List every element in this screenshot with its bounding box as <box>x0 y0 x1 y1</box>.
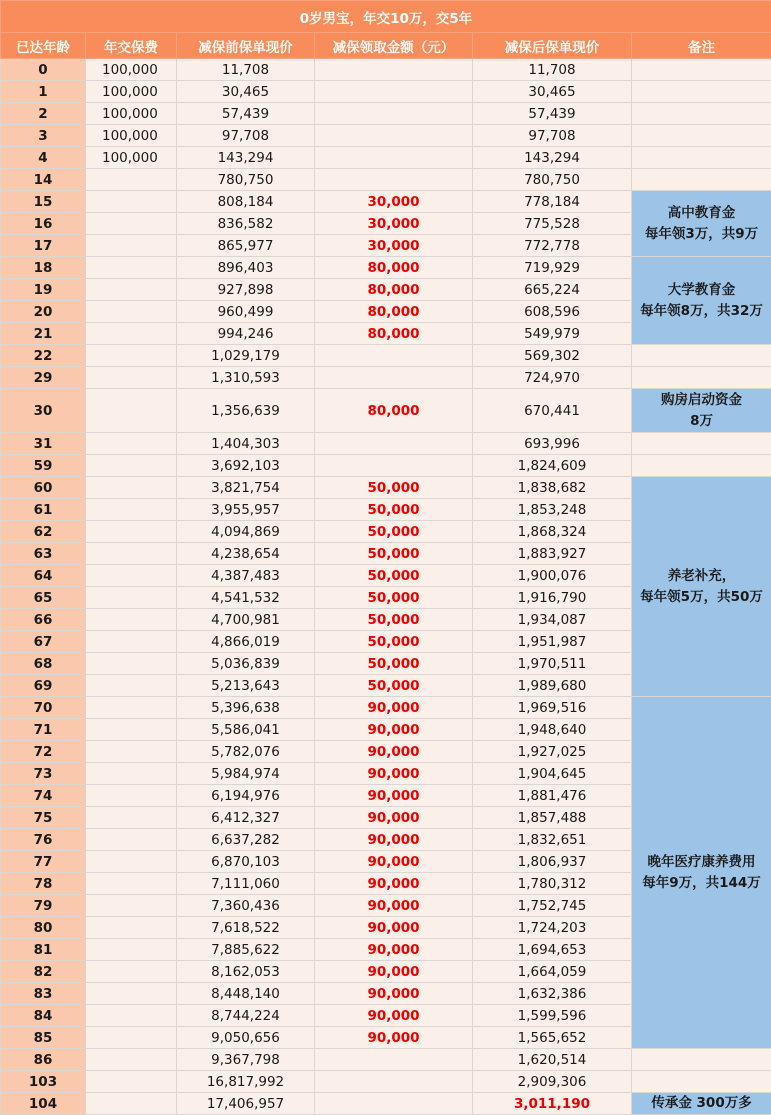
value-after-cell: 1,934,087 <box>473 609 632 631</box>
value-after-cell: 1,881,476 <box>473 785 632 807</box>
table-row <box>1 169 771 191</box>
table-row <box>1 59 771 81</box>
age-cell: 20 <box>1 301 86 323</box>
value-after-cell: 1,853,248 <box>473 499 632 521</box>
age-cell: 17 <box>1 235 86 257</box>
age-cell: 69 <box>1 675 86 697</box>
value-before-cell: 8,744,224 <box>177 1005 315 1027</box>
withdrawal-cell <box>315 1071 473 1093</box>
note-cell <box>632 191 771 257</box>
annual-premium-cell <box>86 697 177 719</box>
withdrawal-cell: 90,000 <box>315 961 473 983</box>
note-line: 每年领5万，共50万 <box>632 587 771 608</box>
value-before-cell: 3,821,754 <box>177 477 315 499</box>
withdrawal-cell: 90,000 <box>315 785 473 807</box>
age-cell: 31 <box>1 433 86 455</box>
note-line: 每年领8万，共32万 <box>632 301 771 322</box>
value-before-cell: 3,692,103 <box>177 455 315 477</box>
value-before-cell: 1,029,179 <box>177 345 315 367</box>
withdrawal-cell: 30,000 <box>315 213 473 235</box>
value-after-cell: 1,948,640 <box>473 719 632 741</box>
age-cell: 16 <box>1 213 86 235</box>
value-after-cell: 1,904,645 <box>473 763 632 785</box>
age-cell: 64 <box>1 565 86 587</box>
withdrawal-cell: 80,000 <box>315 389 473 433</box>
age-cell: 3 <box>1 125 86 147</box>
withdrawal-cell: 90,000 <box>315 895 473 917</box>
annual-premium-cell <box>86 873 177 895</box>
annual-premium-cell <box>86 477 177 499</box>
withdrawal-cell: 90,000 <box>315 917 473 939</box>
annual-premium-cell <box>86 389 177 433</box>
age-cell: 19 <box>1 279 86 301</box>
age-cell: 14 <box>1 169 86 191</box>
annual-premium-cell <box>86 1027 177 1049</box>
withdrawal-cell: 90,000 <box>315 873 473 895</box>
age-cell: 30 <box>1 389 86 433</box>
withdrawal-cell <box>315 103 473 125</box>
value-after-cell: 1,724,203 <box>473 917 632 939</box>
value-before-cell: 17,406,957 <box>177 1093 315 1115</box>
age-cell: 103 <box>1 1071 86 1093</box>
note-cell-empty <box>632 169 771 191</box>
note-cell-empty <box>632 367 771 389</box>
value-before-cell: 865,977 <box>177 235 315 257</box>
withdrawal-cell <box>315 1049 473 1071</box>
withdrawal-cell: 50,000 <box>315 477 473 499</box>
annual-premium-cell <box>86 455 177 477</box>
note-line: 8万 <box>632 411 771 432</box>
table-row <box>1 477 771 499</box>
value-after-cell: 1,694,653 <box>473 939 632 961</box>
annual-premium-cell <box>86 565 177 587</box>
age-cell: 21 <box>1 323 86 345</box>
value-after-cell: 1,916,790 <box>473 587 632 609</box>
note-cell-empty <box>632 147 771 169</box>
annual-premium-cell <box>86 917 177 939</box>
note-cell <box>632 697 771 1049</box>
annual-premium-cell <box>86 367 177 389</box>
withdrawal-cell: 80,000 <box>315 257 473 279</box>
age-cell: 86 <box>1 1049 86 1071</box>
annual-premium-cell <box>86 213 177 235</box>
table-row <box>1 433 771 455</box>
age-cell: 15 <box>1 191 86 213</box>
value-after-cell: 1,989,680 <box>473 675 632 697</box>
col-header-value-before: 减保前保单现价 <box>177 33 315 59</box>
value-after-cell: 1,599,596 <box>473 1005 632 1027</box>
value-before-cell: 5,782,076 <box>177 741 315 763</box>
value-after-cell: 1,970,511 <box>473 653 632 675</box>
withdrawal-cell: 90,000 <box>315 719 473 741</box>
withdrawal-cell: 90,000 <box>315 851 473 873</box>
value-before-cell: 896,403 <box>177 257 315 279</box>
withdrawal-cell: 90,000 <box>315 741 473 763</box>
table-title: 0岁男宝，年交10万，交5年 <box>1 1 771 33</box>
value-after-cell: 1,780,312 <box>473 873 632 895</box>
age-cell: 0 <box>1 59 86 81</box>
annual-premium-cell <box>86 719 177 741</box>
annual-premium-cell <box>86 169 177 191</box>
withdrawal-cell <box>315 455 473 477</box>
value-after-cell: 549,979 <box>473 323 632 345</box>
value-after-cell: 1,883,927 <box>473 543 632 565</box>
value-before-cell: 143,294 <box>177 147 315 169</box>
value-after-cell: 1,900,076 <box>473 565 632 587</box>
age-cell: 80 <box>1 917 86 939</box>
annual-premium-cell <box>86 851 177 873</box>
withdrawal-cell: 90,000 <box>315 939 473 961</box>
note-cell <box>632 477 771 697</box>
value-before-cell: 4,094,869 <box>177 521 315 543</box>
table-row <box>1 697 771 719</box>
withdrawal-cell: 50,000 <box>315 631 473 653</box>
annual-premium-cell: 100,000 <box>86 125 177 147</box>
annual-premium-cell <box>86 741 177 763</box>
annual-premium-cell <box>86 609 177 631</box>
value-before-cell: 3,955,957 <box>177 499 315 521</box>
withdrawal-cell: 50,000 <box>315 565 473 587</box>
table-row <box>1 191 771 213</box>
age-cell: 72 <box>1 741 86 763</box>
withdrawal-cell: 80,000 <box>315 323 473 345</box>
age-cell: 62 <box>1 521 86 543</box>
note-cell <box>632 257 771 345</box>
annual-premium-cell <box>86 983 177 1005</box>
withdrawal-cell: 90,000 <box>315 763 473 785</box>
age-cell: 59 <box>1 455 86 477</box>
age-cell: 68 <box>1 653 86 675</box>
withdrawal-cell <box>315 169 473 191</box>
value-before-cell: 808,184 <box>177 191 315 213</box>
table-row <box>1 1049 771 1071</box>
value-after-cell: 693,996 <box>473 433 632 455</box>
withdrawal-cell: 90,000 <box>315 829 473 851</box>
annual-premium-cell <box>86 653 177 675</box>
withdrawal-cell <box>315 81 473 103</box>
age-cell: 66 <box>1 609 86 631</box>
col-header-annual-premium: 年交保费 <box>86 33 177 59</box>
value-before-cell: 5,036,839 <box>177 653 315 675</box>
table-body <box>1 59 771 1115</box>
age-cell: 63 <box>1 543 86 565</box>
age-cell: 29 <box>1 367 86 389</box>
annual-premium-cell <box>86 895 177 917</box>
value-before-cell: 8,162,053 <box>177 961 315 983</box>
annual-premium-cell <box>86 785 177 807</box>
annual-premium-cell <box>86 675 177 697</box>
value-before-cell: 927,898 <box>177 279 315 301</box>
age-cell: 1 <box>1 81 86 103</box>
value-before-cell: 30,465 <box>177 81 315 103</box>
table-row <box>1 125 771 147</box>
age-cell: 78 <box>1 873 86 895</box>
table-row <box>1 257 771 279</box>
note-cell <box>632 389 771 433</box>
annual-premium-cell <box>86 807 177 829</box>
note-line: 大学教育金 <box>632 280 771 301</box>
value-after-cell: 11,708 <box>473 59 632 81</box>
withdrawal-cell: 90,000 <box>315 807 473 829</box>
note-cell-empty <box>632 345 771 367</box>
value-before-cell: 11,708 <box>177 59 315 81</box>
value-after-cell: 3,011,190 <box>473 1093 632 1115</box>
withdrawal-cell: 90,000 <box>315 983 473 1005</box>
value-before-cell: 6,194,976 <box>177 785 315 807</box>
value-before-cell: 1,356,639 <box>177 389 315 433</box>
age-cell: 70 <box>1 697 86 719</box>
value-after-cell: 30,465 <box>473 81 632 103</box>
note-cell-empty <box>632 455 771 477</box>
age-cell: 83 <box>1 983 86 1005</box>
value-after-cell: 143,294 <box>473 147 632 169</box>
age-cell: 60 <box>1 477 86 499</box>
value-before-cell: 4,387,483 <box>177 565 315 587</box>
value-before-cell: 97,708 <box>177 125 315 147</box>
value-after-cell: 665,224 <box>473 279 632 301</box>
value-before-cell: 5,586,041 <box>177 719 315 741</box>
note-cell-empty <box>632 81 771 103</box>
age-cell: 61 <box>1 499 86 521</box>
annual-premium-cell <box>86 1049 177 1071</box>
value-after-cell: 1,632,386 <box>473 983 632 1005</box>
table-row <box>1 1093 771 1115</box>
annual-premium-cell <box>86 521 177 543</box>
value-after-cell: 772,778 <box>473 235 632 257</box>
value-after-cell: 1,620,514 <box>473 1049 632 1071</box>
note-cell-empty <box>632 433 771 455</box>
age-cell: 82 <box>1 961 86 983</box>
value-after-cell: 608,596 <box>473 301 632 323</box>
value-after-cell: 1,832,651 <box>473 829 632 851</box>
age-cell: 75 <box>1 807 86 829</box>
table-row <box>1 367 771 389</box>
value-before-cell: 6,637,282 <box>177 829 315 851</box>
value-before-cell: 6,870,103 <box>177 851 315 873</box>
annual-premium-cell: 100,000 <box>86 147 177 169</box>
annual-premium-cell <box>86 1005 177 1027</box>
value-before-cell: 7,360,436 <box>177 895 315 917</box>
annual-premium-cell <box>86 543 177 565</box>
age-cell: 73 <box>1 763 86 785</box>
age-cell: 74 <box>1 785 86 807</box>
age-cell: 79 <box>1 895 86 917</box>
age-cell: 84 <box>1 1005 86 1027</box>
withdrawal-cell: 50,000 <box>315 609 473 631</box>
age-cell: 67 <box>1 631 86 653</box>
value-before-cell: 836,582 <box>177 213 315 235</box>
note-line: 购房启动资金 <box>632 390 771 411</box>
value-before-cell: 5,984,974 <box>177 763 315 785</box>
value-before-cell: 1,310,593 <box>177 367 315 389</box>
value-after-cell: 1,969,516 <box>473 697 632 719</box>
value-before-cell: 4,700,981 <box>177 609 315 631</box>
age-cell: 104 <box>1 1093 86 1115</box>
age-cell: 85 <box>1 1027 86 1049</box>
value-after-cell: 569,302 <box>473 345 632 367</box>
withdrawal-cell: 90,000 <box>315 1005 473 1027</box>
withdrawal-cell: 30,000 <box>315 235 473 257</box>
withdrawal-cell: 50,000 <box>315 521 473 543</box>
annual-premium-cell <box>86 631 177 653</box>
value-after-cell: 2,909,306 <box>473 1071 632 1093</box>
withdrawal-cell <box>315 367 473 389</box>
table-row <box>1 103 771 125</box>
annual-premium-cell <box>86 191 177 213</box>
withdrawal-cell: 50,000 <box>315 543 473 565</box>
withdrawal-cell <box>315 1093 473 1115</box>
annual-premium-cell <box>86 1093 177 1115</box>
annual-premium-cell <box>86 1071 177 1093</box>
note-cell-empty <box>632 103 771 125</box>
withdrawal-cell: 50,000 <box>315 653 473 675</box>
note-line: 养老补充， <box>632 566 771 587</box>
value-before-cell: 8,448,140 <box>177 983 315 1005</box>
withdrawal-cell <box>315 59 473 81</box>
withdrawal-cell: 80,000 <box>315 279 473 301</box>
note-cell-empty <box>632 59 771 81</box>
value-before-cell: 16,817,992 <box>177 1071 315 1093</box>
age-cell: 2 <box>1 103 86 125</box>
annual-premium-cell <box>86 323 177 345</box>
value-after-cell: 1,565,652 <box>473 1027 632 1049</box>
value-before-cell: 5,213,643 <box>177 675 315 697</box>
value-before-cell: 9,050,656 <box>177 1027 315 1049</box>
annual-premium-cell <box>86 257 177 279</box>
header-row <box>1 33 771 59</box>
value-before-cell: 9,367,798 <box>177 1049 315 1071</box>
value-after-cell: 778,184 <box>473 191 632 213</box>
note-cell-empty <box>632 1071 771 1093</box>
withdrawal-cell <box>315 125 473 147</box>
value-after-cell: 1,927,025 <box>473 741 632 763</box>
age-cell: 65 <box>1 587 86 609</box>
table-row <box>1 455 771 477</box>
withdrawal-cell <box>315 345 473 367</box>
table-row <box>1 389 771 433</box>
annual-premium-cell <box>86 961 177 983</box>
col-header-value-after: 减保后保单现价 <box>473 33 632 59</box>
withdrawal-cell <box>315 433 473 455</box>
annual-premium-cell <box>86 939 177 961</box>
note-line: 晚年医疗康养费用 <box>632 852 771 873</box>
note-cell-empty <box>632 1049 771 1071</box>
col-header-age: 已达年龄 <box>1 33 86 59</box>
table-row <box>1 147 771 169</box>
annual-premium-cell <box>86 345 177 367</box>
annual-premium-cell <box>86 587 177 609</box>
annual-premium-cell <box>86 763 177 785</box>
value-after-cell: 1,806,937 <box>473 851 632 873</box>
age-cell: 76 <box>1 829 86 851</box>
note-cell-empty <box>632 125 771 147</box>
note-line: 传承金 300万多 <box>632 1093 771 1114</box>
value-before-cell: 780,750 <box>177 169 315 191</box>
table-row <box>1 81 771 103</box>
annual-premium-cell <box>86 301 177 323</box>
withdrawal-cell: 50,000 <box>315 587 473 609</box>
table-row <box>1 345 771 367</box>
withdrawal-cell: 50,000 <box>315 499 473 521</box>
value-after-cell: 97,708 <box>473 125 632 147</box>
value-after-cell: 1,868,324 <box>473 521 632 543</box>
annual-premium-cell <box>86 279 177 301</box>
col-header-notes: 备注 <box>632 33 771 59</box>
annual-premium-cell <box>86 433 177 455</box>
value-after-cell: 57,439 <box>473 103 632 125</box>
withdrawal-cell: 90,000 <box>315 697 473 719</box>
age-cell: 18 <box>1 257 86 279</box>
value-after-cell: 1,824,609 <box>473 455 632 477</box>
annual-premium-cell: 100,000 <box>86 59 177 81</box>
value-before-cell: 7,885,622 <box>177 939 315 961</box>
value-after-cell: 719,929 <box>473 257 632 279</box>
annual-premium-cell: 100,000 <box>86 103 177 125</box>
withdrawal-cell <box>315 147 473 169</box>
withdrawal-cell: 30,000 <box>315 191 473 213</box>
value-before-cell: 4,541,532 <box>177 587 315 609</box>
value-after-cell: 1,838,682 <box>473 477 632 499</box>
annual-premium-cell <box>86 235 177 257</box>
table-row <box>1 1071 771 1093</box>
value-before-cell: 4,238,654 <box>177 543 315 565</box>
note-cell <box>632 1093 771 1115</box>
value-before-cell: 994,246 <box>177 323 315 345</box>
value-before-cell: 4,866,019 <box>177 631 315 653</box>
value-before-cell: 57,439 <box>177 103 315 125</box>
annual-premium-cell <box>86 829 177 851</box>
value-after-cell: 775,528 <box>473 213 632 235</box>
value-before-cell: 960,499 <box>177 301 315 323</box>
value-before-cell: 5,396,638 <box>177 697 315 719</box>
age-cell: 22 <box>1 345 86 367</box>
withdrawal-cell: 80,000 <box>315 301 473 323</box>
value-after-cell: 724,970 <box>473 367 632 389</box>
withdrawal-cell: 50,000 <box>315 675 473 697</box>
value-before-cell: 7,111,060 <box>177 873 315 895</box>
age-cell: 77 <box>1 851 86 873</box>
note-line: 高中教育金 <box>632 203 771 224</box>
value-after-cell: 1,951,987 <box>473 631 632 653</box>
age-cell: 4 <box>1 147 86 169</box>
age-cell: 81 <box>1 939 86 961</box>
value-after-cell: 780,750 <box>473 169 632 191</box>
note-line: 每年领3万，共9万 <box>632 224 771 245</box>
annual-premium-cell: 100,000 <box>86 81 177 103</box>
value-before-cell: 7,618,522 <box>177 917 315 939</box>
annual-premium-cell <box>86 499 177 521</box>
value-after-cell: 670,441 <box>473 389 632 433</box>
col-header-withdrawal: 减保领取金额（元） <box>315 33 473 59</box>
value-after-cell: 1,664,059 <box>473 961 632 983</box>
value-after-cell: 1,752,745 <box>473 895 632 917</box>
value-before-cell: 1,404,303 <box>177 433 315 455</box>
note-line: 每年9万，共144万 <box>632 873 771 894</box>
value-before-cell: 6,412,327 <box>177 807 315 829</box>
age-cell: 71 <box>1 719 86 741</box>
value-after-cell: 1,857,488 <box>473 807 632 829</box>
withdrawal-cell: 90,000 <box>315 1027 473 1049</box>
